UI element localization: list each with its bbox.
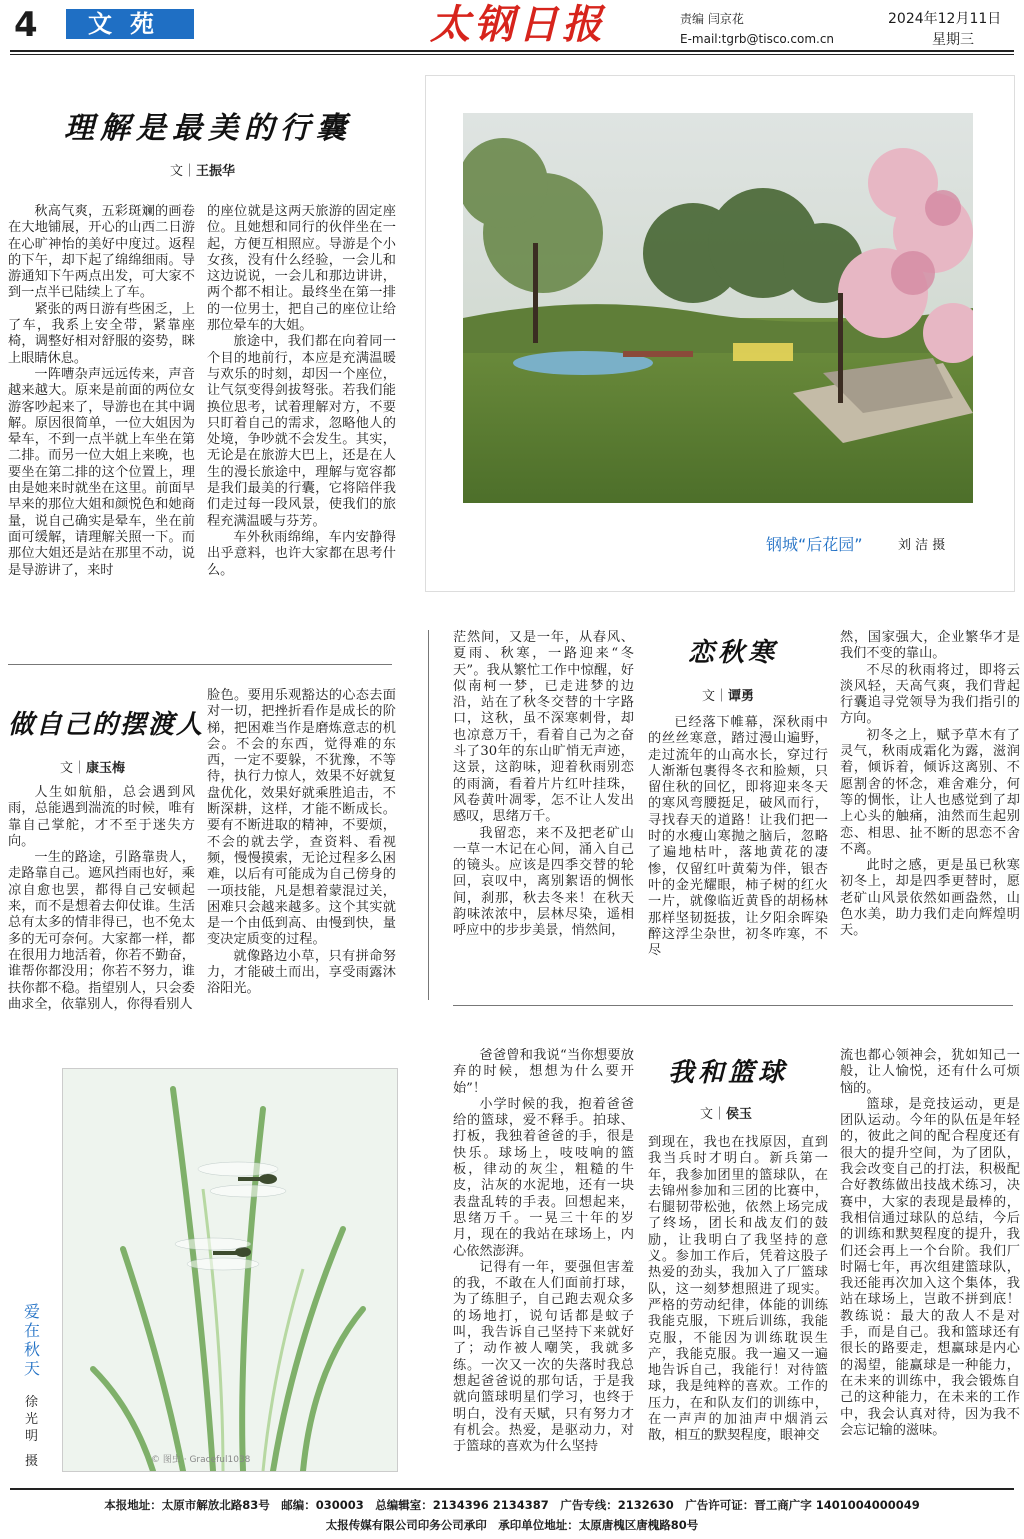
photo2-credit bbox=[25, 1394, 41, 1470]
article4-author: 侯玉 bbox=[726, 1107, 753, 1122]
footer-printer: 太报传媒有限公司印务公司承印 承印单位地址：太原唐槐区唐槐路80号 bbox=[325, 1518, 699, 1532]
article1-paragraph: 车外秋雨绵绵，车内安静得出乎意料，也许大家都在思考什么。 bbox=[207, 529, 396, 578]
article3-column-2 bbox=[648, 715, 828, 959]
article2-column-1 bbox=[8, 785, 195, 1013]
editor-label: 责编 bbox=[680, 12, 705, 26]
article3-paragraph: 不尽的秋雨将过，即将云淡风轻，天高气爽，我们背起行囊追寻党领导为我们指引的方向。 bbox=[840, 662, 1020, 727]
photo1-caption: 钢城“后花园” bbox=[766, 535, 863, 554]
article4-paragraph: 流也都心领神会，犹如知己一般，让人愉悦，还有什么可烦恼的。 bbox=[840, 1048, 1020, 1096]
footer-rule bbox=[10, 1488, 1014, 1490]
article1-column-1 bbox=[8, 204, 195, 579]
photo2-watermark: © 图虫 · Graceful1038 bbox=[151, 1455, 251, 1465]
article4-column-1 bbox=[453, 1048, 634, 1455]
garden-photo bbox=[463, 113, 973, 503]
article2-column-2 bbox=[207, 688, 396, 998]
article2-paragraph: 人生如航船，总会遇到风雨，总能遇到湍流的时候，唯有靠自己掌舵，才不至于迷失方向。 bbox=[8, 785, 195, 849]
article1-title: 理解是最美的行囊 bbox=[64, 111, 352, 146]
article3-column-3 bbox=[840, 630, 1020, 940]
section-badge bbox=[66, 9, 194, 39]
article2-title: 做自己的摆渡人 bbox=[8, 710, 205, 740]
divider-right-2 bbox=[453, 1005, 1013, 1006]
article4-paragraph: 小学时候的我，抱着爸爸给的篮球，爱不释手。拍球、打板，我独着爸爸的手，很是快乐。球场上，吱吱响的篮板，律动的灰尘，粗糙的牛皮，沾灰的水泥地，还有一块表盘乱转的手表。回想起来，思绪万千。一晃三十年的岁月，现在的我站在球场上，内心依然澎湃。 bbox=[453, 1096, 634, 1259]
photo1-credit: 刘 洁 摄 bbox=[898, 538, 946, 553]
article1-paragraph: 秋高气爽，五彩斑斓的画卷在大地铺展，开心的山西二日游在心旷神怡的美好中度过。返程的下午，却下起了绵绵细雨。导游通知下午两点出发，可大家不到一点半已陆续上了车。 bbox=[8, 204, 195, 301]
article1-paragraph: 旅途中，我们都在向着同一个目的地前行，本应是充满温暖与欢乐的时刻，却因一个座位，让气氛变得剑拔弩张。若我们能换位思考，试着理解对方，不要只盯着自己的需求，忽略他人的处境，争吵就不会发生。其实，无论是在旅游大巴上，还是在人生的漫长旅途中，理解与宽容都是我们最美的行囊，它将陪伴我们走过每一段风景，使我们的旅程充满温暖与芬芳。 bbox=[207, 334, 396, 529]
photo2-credit-name: 徐光明 bbox=[25, 1395, 39, 1444]
article3-byline: 文｜谭勇 bbox=[702, 689, 755, 704]
article2-paragraph: 脸色。要用乐观豁达的心态去面对一切，把挫折看作是成长的阶梯，把困难当作是磨炼意志的机会。不会的东西，觉得难的东西，一定不要躲，不犹豫，不等待，执行力惊人，效果不好就复盘优化，效果好就乘胜追击，不断深耕，这样，才能不断成长。要有不断进取的精神，不要烦，不会的就去学，查资料、看视频，慢慢摸索，无论过程多么困难，以后有可能成为自己傍身的一项技能，凡是想着蒙混过关，困难只会越来越多。这个其实就是一个由低到高、由慢到快，量变决定质变的过程。 bbox=[207, 688, 396, 948]
article1-byline: 文｜王振华 bbox=[170, 164, 236, 179]
dragonfly-photo bbox=[62, 1068, 398, 1472]
article4-title: 我和篮球 bbox=[668, 1058, 789, 1088]
article4-paragraph: 篮球，是竞技运动，更是团队运动。今年的队伍是年轻的，彼此之间的配合程度还有很大的提升空间，为了团队，我会改变自己的打法，积极配合好教练做出技战术练习，决赛中，大家的表现是最棒的，我相信通过球队的总结，今后的训练和默契程度的提升，我们还会再上一个台阶。我们厂时隔七年，再次组建篮球队，我还能再次加入这个集体，我站在球场上，岂敢不拼到底！教练说：最大的敌人不是对手，而是自己。我和篮球还有很长的路要走，想赢球是内心的渴望，能赢球是一种能力，在未来的训练中，我会锻炼自己的这种能力，在未来的工作中，我会认真对待，因为我不会忘记输的滋味。 bbox=[840, 1096, 1020, 1438]
article2-paragraph: 就像路边小草，只有拼命努力，才能破土而出，享受雨露沐浴阳光。 bbox=[207, 948, 396, 997]
article4-column-2 bbox=[648, 1135, 828, 1445]
masthead-rule bbox=[10, 50, 1014, 52]
article3-paragraph: 已经落下帷幕，深秋雨中的丝丝寒意，踏过漫山遍野，走过流年的山高水长，穿过行人渐渐包裹得冬衣和脸颊，只留住秋的回忆，即将迎来冬天的寒风弯腰挺足，破风而行，寻找春天的道路！让我们把一时的水瘦山寒抛之脑后，忽略了遍地枯叶，落地黄花的凄惨，仅留红叶黄菊为伴，银杏叶的金光耀眼，柿子树的红火一片，就像临近黄昏的胡杨林那样坚韧挺拔，让夕阳余晖染醉这浮尘杂世，初冬咋寒，不尽 bbox=[648, 715, 828, 959]
article3-paragraph: 初冬之上，赋予草木有了灵气，秋雨成霜化为露，滋润着，倾诉着，倾诉这离别、不愿割舍的怀念，难舍难分，何等的惆怅，让人也感觉到了却上心头的触痛，油然而生起别恋、相思、扯不断的思恋不舍不离。 bbox=[840, 727, 1020, 857]
article1-paragraph: 紧张的两日游有些困乏，上了车，我系上安全带，紧靠座椅，调整好相对舒服的姿势，眯上眼睛休息。 bbox=[8, 301, 195, 366]
article2-byline: 文｜康玉梅 bbox=[60, 761, 126, 776]
masthead-rule-thin bbox=[10, 54, 1014, 55]
issue-date: 2024年12月11日 bbox=[888, 11, 1002, 27]
article3-paragraph: 然，国家强大，企业繁华才是我们不变的靠山。 bbox=[840, 630, 1020, 662]
article3-paragraph: 我留恋，来不及把老矿山一草一木记在心间，涌入自己的镜头。应该是四季交替的轮回，哀叹中，离别絮语的惆怅间，刹那，秋去冬来！在秋天韵味浓浓中，层林尽染，遥相呼应中的步步美景，悄然间， bbox=[453, 825, 634, 939]
article1-author: 王振华 bbox=[196, 164, 236, 179]
article3-paragraph: 此时之感，更是虽已秋寒初冬上，却是四季更替时，愿老矿山风景依然如画盎然，山色水美，助力我们走向辉煌明天。 bbox=[840, 858, 1020, 939]
article3-title: 恋秋寒 bbox=[688, 638, 779, 668]
issue-weekday: 星期三 bbox=[932, 32, 974, 48]
photo1-frame bbox=[425, 75, 1015, 592]
article2-author: 康玉梅 bbox=[86, 761, 126, 776]
article3-paragraph: 茫然间，又是一年，从春风、夏雨、秋寒，一路迎来“冬天”。我从繁忙工作中惊醒，好似南柯一梦，已走进梦的边沿，站在了秋冬交替的十字路口，这秋，虽不深寒刺骨，却也凉意万千，看着自己为之奋斗了30年的东山旷悄无声迹，这景，这韵味，迎着秋雨别恋的雨滴，看着片片红叶挂珠，风卷黄叶凋零，怎不让人发出感叹，思绪万千。 bbox=[453, 630, 634, 825]
article1-paragraph: 的座位就是这两天旅游的固定座位。且她想和同行的伙伴坐在一起，方便互相照应。导游是个小女孩，没有什么经验，一会儿和这边说说，一会儿和那边讲讲，两个都不相让。最终坐在第一排的一位男士，把自己的座位让给那位晕车的大姐。 bbox=[207, 204, 396, 334]
divider-vertical-mid bbox=[428, 630, 429, 1000]
newspaper-logo: 太钢日报 bbox=[430, 1, 606, 48]
editor-email: E-mail:tgrb@tisco.com.cn bbox=[680, 32, 835, 46]
page-number: 4 bbox=[14, 5, 38, 45]
footer-address: 本报地址：太原市解放北路83号 邮编：030003 总编辑室：2134396 2134387 广告专线：2132630 广告许可证：晋工商广字 1401004000049 bbox=[104, 1498, 920, 1512]
photo2-credit-suffix: 摄 bbox=[25, 1454, 39, 1469]
article4-paragraph: 记得有一年，要强但害羞的我，不敢在人们面前打球，为了练胆子，自己跑去观众多的场地打，说句话都是蚊子叫，我告诉自己坚持下来就好了；动作被人嘲笑，我就多练。一次又一次的失落时我总想起爸爸说的那句话，于是我就向篮球明星们学习，也终于明白，没有天赋，只有努力才有机会。热爱，是驱动力，对于篮球的喜欢为什么坚持 bbox=[453, 1259, 634, 1455]
article4-paragraph: 到现在，我也在找原因，直到我当兵时才明白。新兵第一年，我参加团里的篮球队，在去锦州参加和三团的比赛中，右腿韧带松弛，依然上场完成了终场，团长和战友们的鼓励，让我明白了我坚持的意义。参加工作后，凭着这股子热爱的劲头，我加入了厂篮球队，这一刻梦想照进了现实。严格的劳动纪律，体能的训练我能克服，下班后训练，我能克服，不能因为训练耽误生产，我能克服。我一遍又一遍地告诉自己，我能行！对待篮球，我是纯粹的喜欢。工作的压力，在和队友们的训练中，在一声声的加油声中烟消云散，相互的默契程度，眼神交 bbox=[648, 1135, 828, 1444]
article3-column-1 bbox=[453, 630, 634, 940]
article2-paragraph: 一生的路途，引路靠贵人，走路靠自己。遮风挡雨也好，乘凉自愈也罢，都得自己安顿起来，而不是想着去仰仗谁。生活总有太多的情非得已，也不免太多的无可奈何。大家都一样，都在很用力地活着，你若不勤奋，谁帮你都没用；你若不努力，谁扶你都不稳。指望别人，只会委曲求全，依靠别人，你得看别人 bbox=[8, 850, 195, 1012]
photo2-caption: 爱在秋天 bbox=[24, 1302, 41, 1378]
editor-line bbox=[680, 10, 744, 27]
divider-left-1 bbox=[8, 664, 392, 665]
section-label: 文苑 bbox=[88, 10, 172, 38]
article4-paragraph: 爸爸曾和我说“当你想要放弃的时候，想想为什么要开始”！ bbox=[453, 1048, 634, 1096]
article1-paragraph: 一阵嘈杂声远远传来，声音越来越大。原来是前面的两位女游客吵起来了，导游也在其中调解。原因很简单，一位大姐因为晕车，不到一点半就上车坐在第二排。而另一位大姐上来晚，也要坐在第二排的这个位置上，理由是她来时就坐在这里。前面早早来的那位大姐和颜悦色和她商量，说自己确实是晕车，坐在前面可缓解，请理解关照一下。而那位大姐还是站在那里不动，说是导游讲了，来时 bbox=[8, 366, 195, 578]
article4-byline: 文｜侯玉 bbox=[700, 1107, 753, 1122]
article1-column-2 bbox=[207, 204, 396, 579]
article4-column-3 bbox=[840, 1048, 1020, 1439]
article3-author: 谭勇 bbox=[728, 689, 755, 704]
editor-name: 闫京花 bbox=[707, 12, 744, 26]
